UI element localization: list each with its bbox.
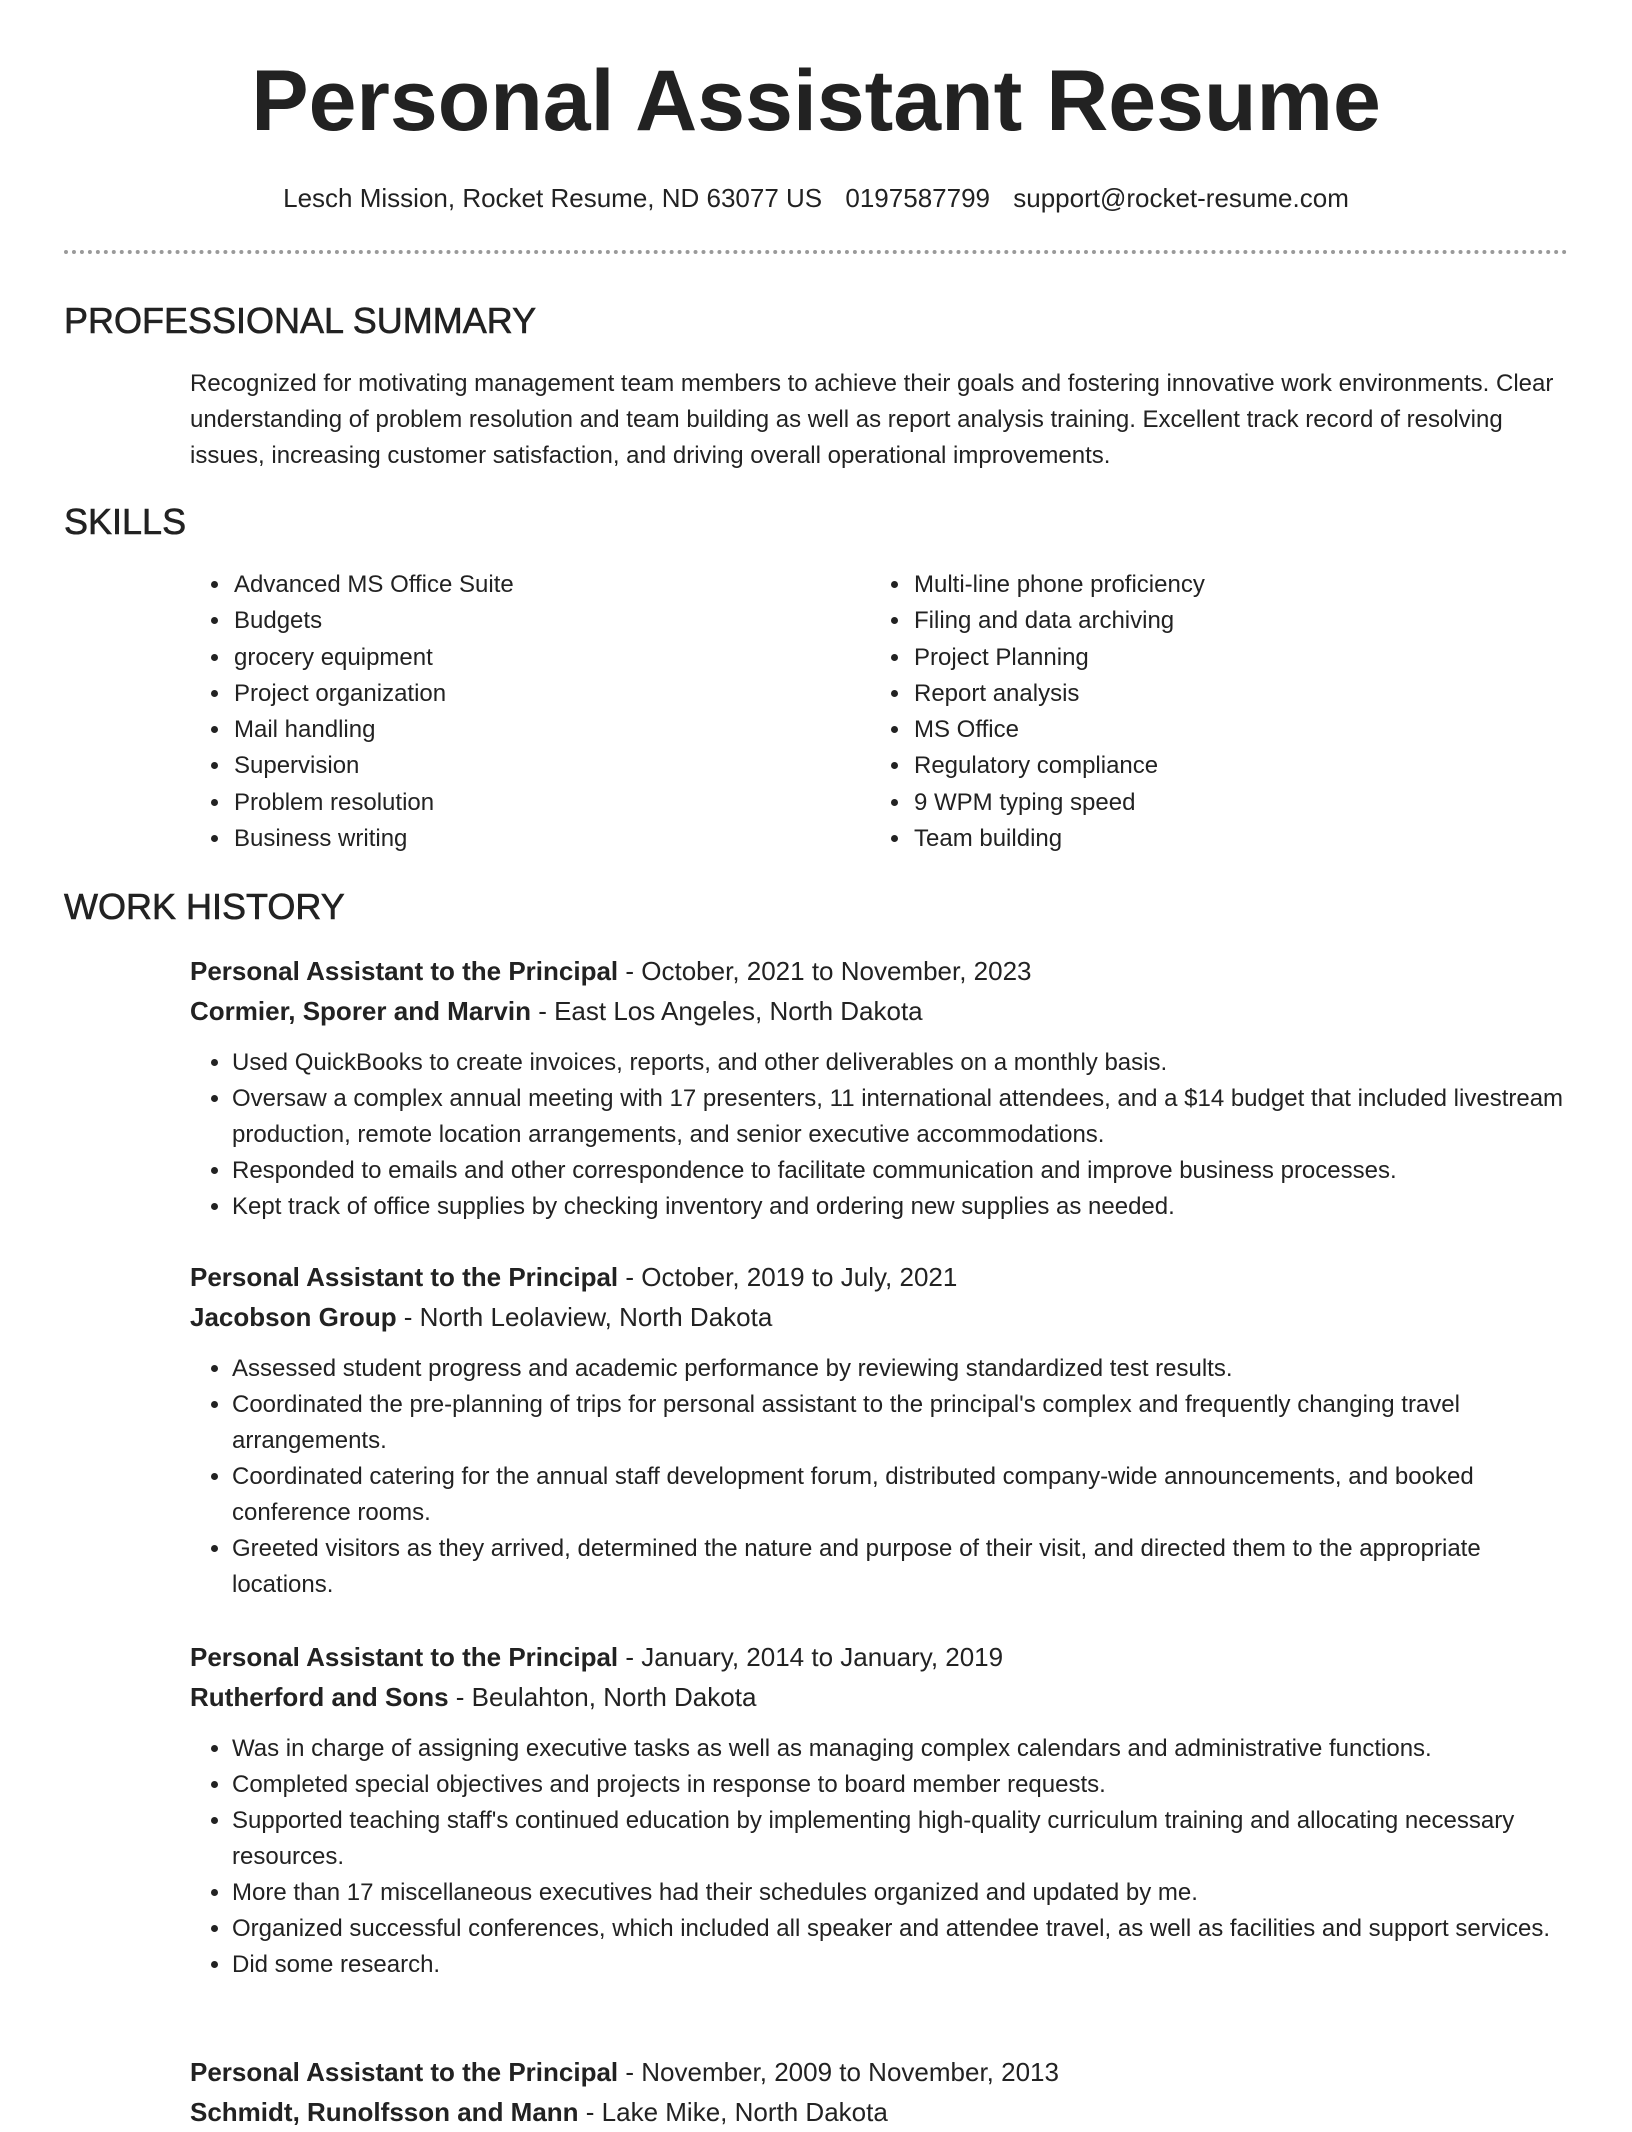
skill-item: • Team building	[912, 821, 1205, 857]
job-entry	[190, 951, 1570, 1225]
job-title-line	[190, 951, 1570, 991]
job-dates: - November, 2009 to November, 2013	[618, 2057, 1059, 2087]
job-bullet: • Kept track of office supplies by checking inventory and ordering new supplies as needed.	[232, 1189, 1570, 1225]
skill-item: • Project organization	[232, 676, 514, 712]
skill-item: • Mail handling	[232, 712, 514, 748]
job-bullet: • Oversaw a complex annual meeting with 17 presenters, 11 international attendees, and a $14 budget that included livestream production, remote location arrangements, and senior executive accommodations.	[232, 1081, 1570, 1153]
job-dates: - January, 2014 to January, 2019	[618, 1642, 1004, 1672]
skill-item: • Report analysis	[912, 676, 1205, 712]
job-location: - East Los Angeles, North Dakota	[530, 996, 923, 1026]
summary-heading: PROFESSIONAL SUMMARY	[64, 300, 537, 341]
job-title-line	[190, 1257, 1570, 1297]
job-company-line	[190, 2092, 1570, 2132]
skills-heading: SKILLS	[64, 501, 187, 542]
job-company-line	[190, 1677, 1570, 1717]
job-entry	[190, 2052, 1570, 2132]
skill-item: • Budgets	[232, 603, 514, 639]
job-bullet: • Coordinated catering for the annual staff development forum, distributed company-wide announcements, and booked conference rooms.	[232, 1459, 1570, 1531]
job-bullet: • Did some research.	[232, 1947, 1570, 1983]
job-bullet: • Responded to emails and other correspondence to facilitate communication and improve business processes.	[232, 1153, 1570, 1189]
skill-item: • Advanced MS Office Suite	[232, 567, 514, 603]
contact-line	[0, 183, 1632, 214]
contact-email: support@rocket-resume.com	[1013, 183, 1349, 213]
job-location: - Lake Mike, North Dakota	[578, 2097, 888, 2127]
job-bullets	[190, 1731, 1570, 1983]
job-title: Personal Assistant to the Principal	[190, 1262, 619, 1292]
job-location: - North Leolaview, North Dakota	[396, 1302, 773, 1332]
skill-item: • Problem resolution	[232, 785, 514, 821]
skill-item: • Regulatory compliance	[912, 748, 1205, 784]
job-dates: - October, 2021 to November, 2023	[618, 956, 1032, 986]
skill-item: • 9 WPM typing speed	[912, 785, 1205, 821]
job-title: Personal Assistant to the Principal	[190, 956, 619, 986]
job-bullet: • Was in charge of assigning executive tasks as well as managing complex calendars and administrative functions.	[232, 1731, 1570, 1767]
job-dates: - October, 2019 to July, 2021	[618, 1262, 958, 1292]
job-company: Rutherford and Sons	[190, 1682, 449, 1712]
contact-phone: 0197587799	[845, 183, 990, 213]
job-bullet: • Organized successful conferences, which included all speaker and attendee travel, as well as facilities and support services.	[232, 1911, 1570, 1947]
job-bullets	[190, 1351, 1570, 1603]
skills-list-right	[870, 567, 1205, 857]
job-bullet: • Used QuickBooks to create invoices, reports, and other deliverables on a monthly basis.	[232, 1045, 1570, 1081]
job-bullet: • Supported teaching staff's continued education by implementing high-quality curriculum training and allocating necessary resources.	[232, 1803, 1570, 1875]
job-company: Schmidt, Runolfsson and Mann	[190, 2097, 579, 2127]
job-bullet: • Coordinated the pre-planning of trips for personal assistant to the principal's complex and frequently changing travel arrangements.	[232, 1387, 1570, 1459]
job-bullet: • More than 17 miscellaneous executives had their schedules organized and updated by me.	[232, 1875, 1570, 1911]
job-entry	[190, 1257, 1570, 1603]
job-company: Jacobson Group	[190, 1302, 397, 1332]
contact-address: Lesch Mission, Rocket Resume, ND 63077 US	[283, 183, 823, 213]
job-company-line	[190, 1297, 1570, 1337]
skill-item: • Multi-line phone proficiency	[912, 567, 1205, 603]
job-bullet: • Completed special objectives and projects in response to board member requests.	[232, 1767, 1570, 1803]
skill-item: • Filing and data archiving	[912, 603, 1205, 639]
skill-item: • Project Planning	[912, 640, 1205, 676]
skills-list-left	[190, 567, 514, 857]
resume-title: Personal Assistant Resume	[251, 53, 1381, 149]
skill-item: • MS Office	[912, 712, 1205, 748]
header-divider	[64, 250, 1568, 254]
job-bullet: • Greeted visitors as they arrived, determined the nature and purpose of their visit, and directed them to the appropriate locations.	[232, 1531, 1570, 1603]
job-bullet: • Assessed student progress and academic performance by reviewing standardized test results.	[232, 1351, 1570, 1387]
job-bullets	[190, 1045, 1570, 1225]
job-company: Cormier, Sporer and Marvin	[190, 996, 531, 1026]
job-title: Personal Assistant to the Principal	[190, 2057, 619, 2087]
job-title: Personal Assistant to the Principal	[190, 1642, 619, 1672]
skill-item: • Supervision	[232, 748, 514, 784]
job-title-line	[190, 1637, 1570, 1677]
work-history-heading: WORK HISTORY	[64, 886, 345, 927]
skill-item: • Business writing	[232, 821, 514, 857]
job-entry	[190, 1637, 1570, 1983]
job-location: - Beulahton, North Dakota	[448, 1682, 757, 1712]
skill-item: • grocery equipment	[232, 640, 514, 676]
summary-text: Recognized for motivating management team members to achieve their goals and fostering innovative work environments. Clear understanding of problem resolution and team building as well as report analysis training. Excellent track record of resolving issues, increasing customer satisfaction, and driving overall operational improvements.	[190, 370, 1554, 469]
job-title-line	[190, 2052, 1570, 2092]
job-company-line	[190, 991, 1570, 1031]
